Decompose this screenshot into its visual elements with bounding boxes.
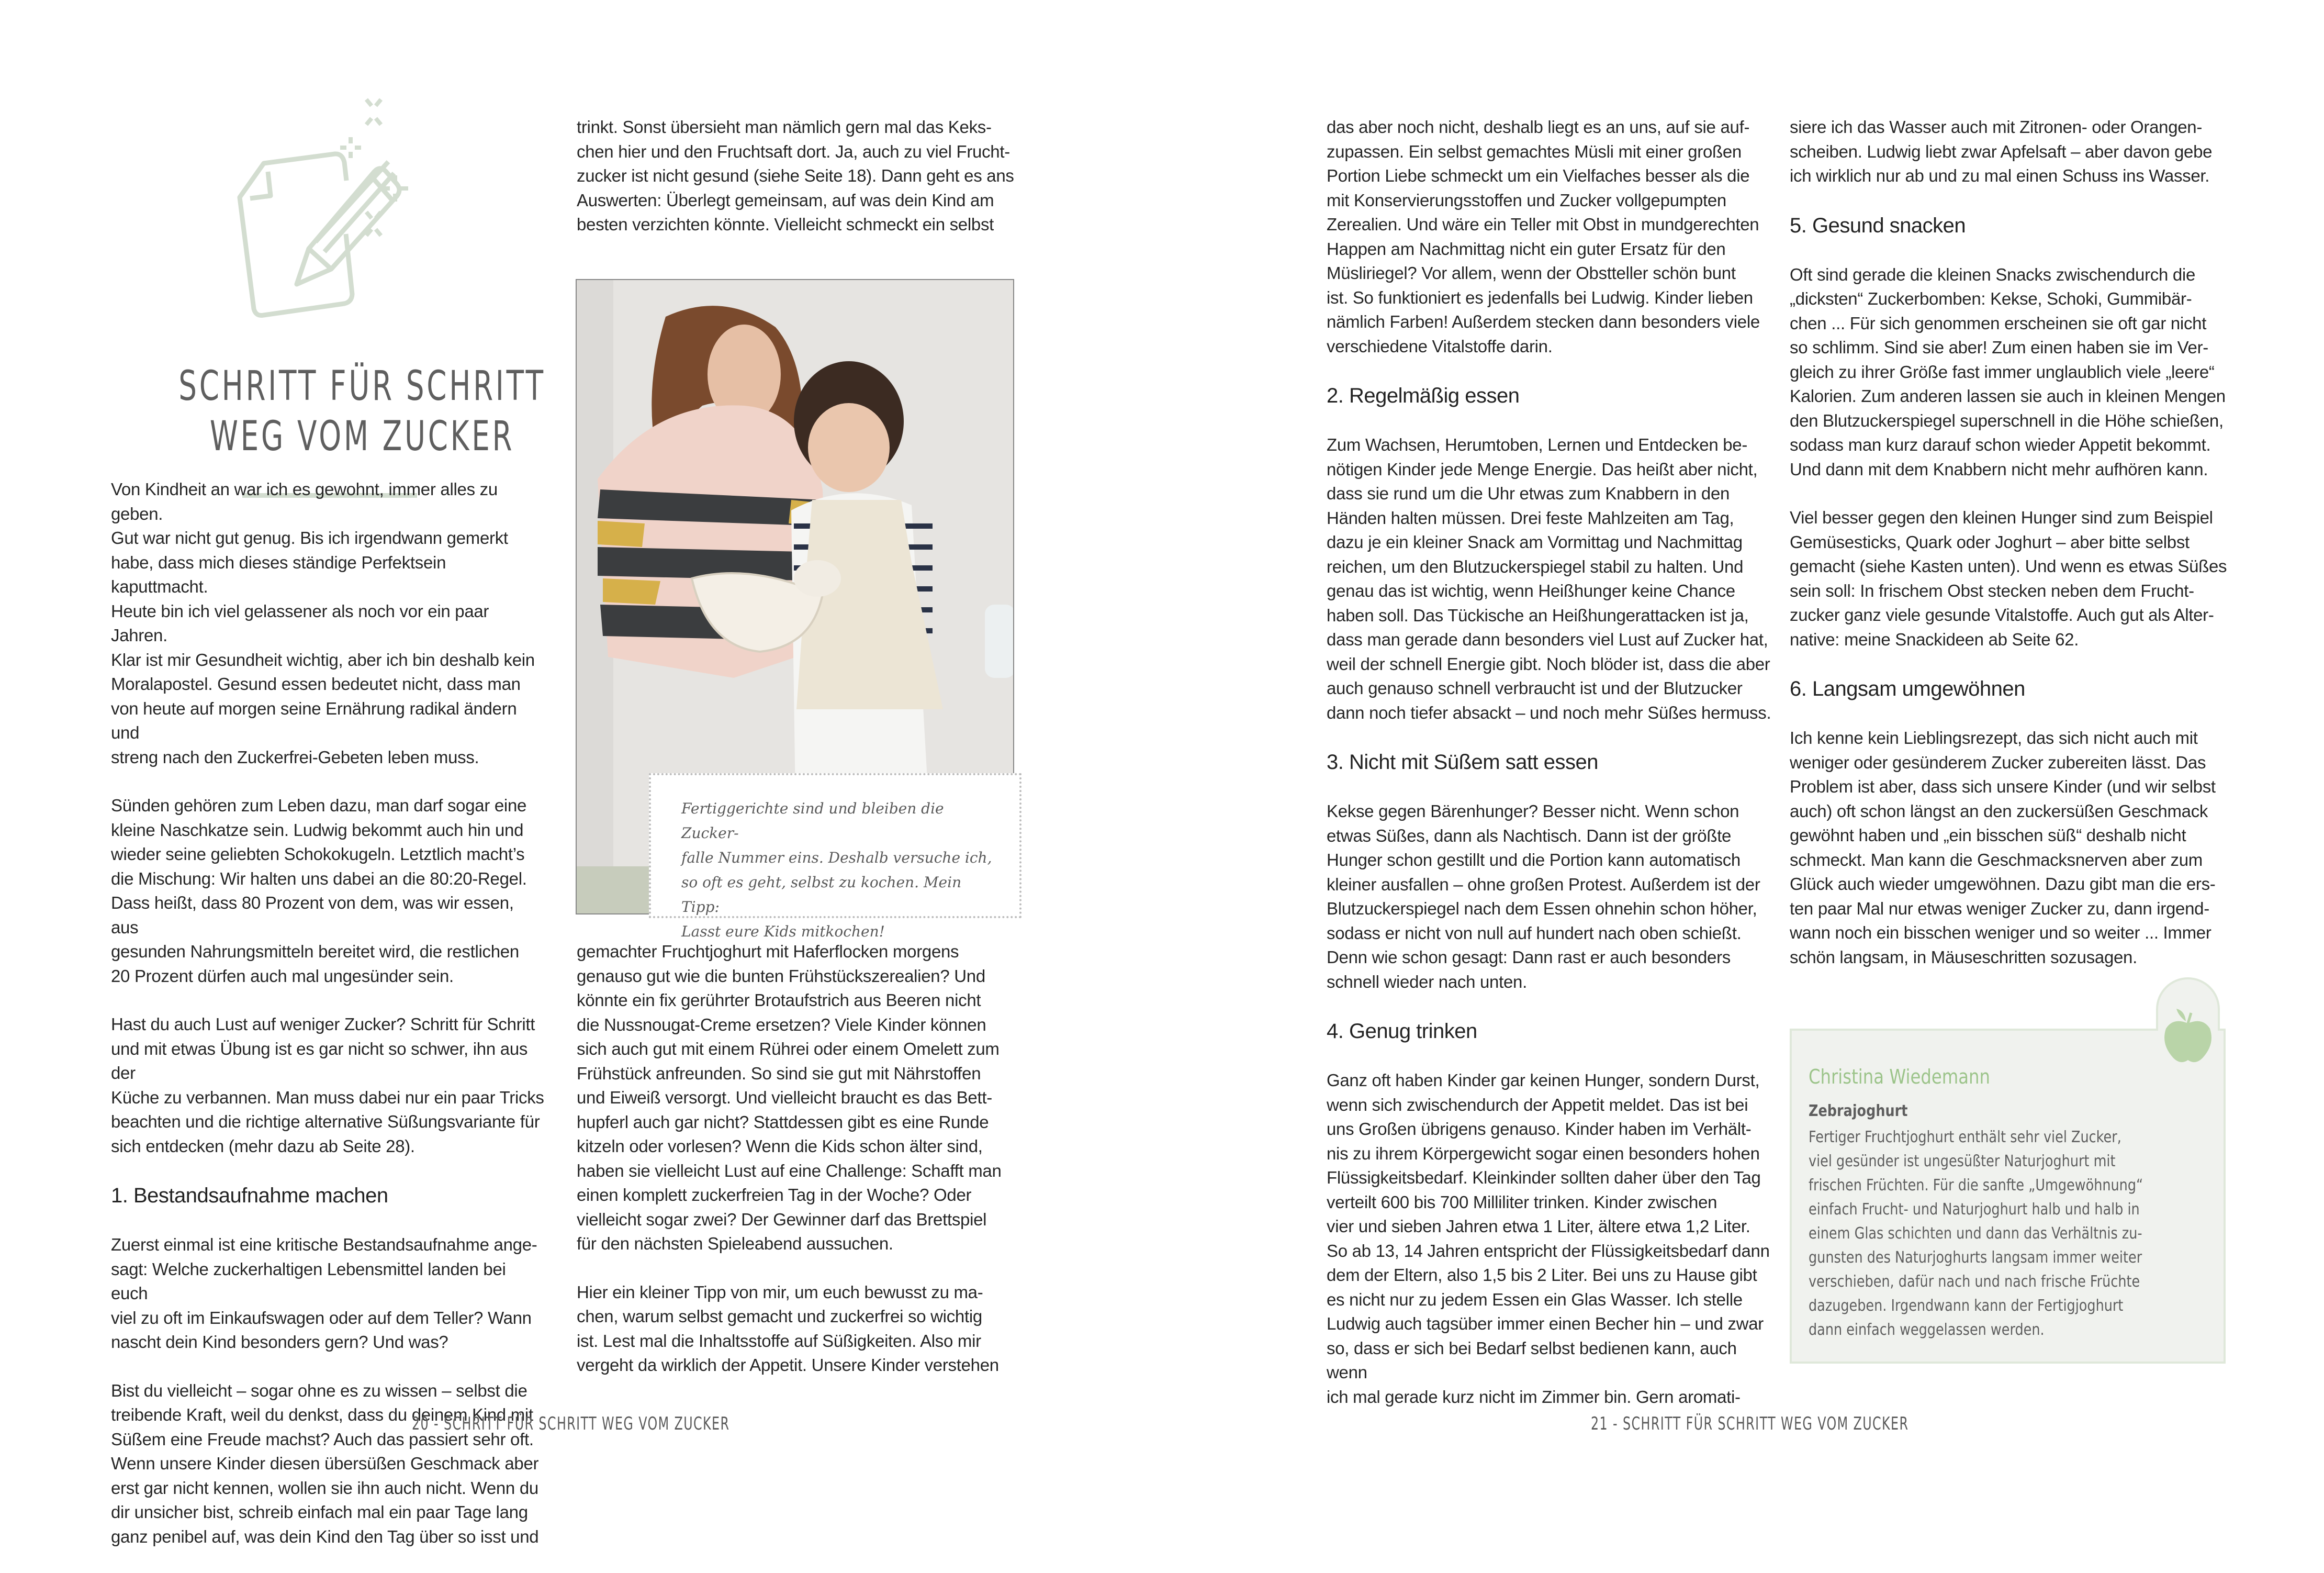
pull-quote: Fertiggerichte sind und bleiben die Zucker- falle Nummer eins. Deshalb versuche ich, so oft es geht, selbst zu kochen. Mein Tipp: Lasst eure Kids mitkochen! (649, 773, 1021, 918)
chapter-title-line1: SCHRITT FÜR SCHRITT (178, 363, 546, 410)
paragraph: Von Kindheit an war ich es gewohnt, immer alles zu geben. Gut war nicht gut genug. Bis ich irgendwann gemerkt habe, dass mich dieses ständige Perfektsein kaputtmacht. Heute bin ich viel gelassener als noch vor ein paar Jahren. Klar ist mir Gesundheit wichtig, aber ich bin deshalb kein Moralapostel. Gesund essen bedeutet nicht, dass man von heute auf morgen seine Ernährung radikal ändern und streng nach den Zuckerfrei-Gebeten leben muss. (111, 479, 535, 767)
paragraph: Kekse gegen Bärenhunger? Besser nicht. Wenn schon etwas Süßes, dann als Nachtisch. Dann ist der größte Hunger schon gestillt und die Portion kann automatisch kleiner ausfallen – ohne großen Protest. Außerdem ist der Blutzuckerspiegel nach dem Essen ohnehin schon höher, sodass er nicht von null auf hundert nach oben schießt. Denn wie schon gesagt: Dann rast er auch besonders schnell wieder nach unten. (1327, 801, 1760, 991)
section-heading: 4. Genug trinken (1327, 1020, 1477, 1043)
text-column-2-top (577, 115, 1021, 261)
paragraph: Oft sind gerade die kleinen Snacks zwischendurch die „dicksten“ Zuckerbomben: Kekse, Schoki, Gummibär- chen ... Für sich genommen erscheinen sie oft gar nicht so schlimm. Sind sie aber! Zum einen haben sie im Ver- gleich zu ihrer Größe fast immer unglaublich viele „leere“ Kalorien. Zum anderen lassen sie auch in kleinen Mengen den Blutzuckerspiegel superschnell in die Höhe schießen, sodass man kurz darauf schon wieder Appetit bekommt. Und dann mit dem Knabbern nicht mehr aufhören kann. (1790, 264, 2226, 479)
section-heading: 3. Nicht mit Süßem satt essen (1327, 751, 1599, 774)
page-footer-left: 20 - SCHRITT FÜR SCHRITT WEG VOM ZUCKER (412, 1413, 730, 1434)
paragraph: Bist du vielleicht – sogar ohne es zu wissen – selbst die treibende Kraft, weil du denkst, dass du deinem Kind mit Süßem eine Freude machst? Auch das passiert sehr oft. Wenn unsere Kinder diesen übersüßen Geschmack aber erst gar nicht kennen, wollen sie ihn auch nicht. Wenn du dir unsicher bist, schreib einfach mal ein paar Tage lang ganz penibel auf, was dein Kind den Tag über so isst und (111, 1380, 539, 1546)
paragraph: Hier ein kleiner Tipp von mir, um euch bewusst zu ma- chen, warum selbst gemacht und zuckerfrei so wichtig ist. Lest mal die Inhaltsstoffe auf Süßigkeiten. Also mir vergeht da wirklich der Appetit. Unsere Kinder verstehen (577, 1282, 999, 1375)
paragraph: gemachter Fruchtjoghurt mit Haferflocken morgens genauso gut wie die bunten Frühstückszerealien? Und könnte ein fix gerührter Brotaufstrich aus Beeren nicht die Nussnougat-Creme ersetzen? Viele Kinder können sich auch gut mit einem Rührei oder einem Omelett zum Frühstück anfreunden. So sind sie gut mit Nährstoffen und Eiweiß versorgt. Und vielleicht braucht es das Bett- hupferl auch gar nicht? Stattdessen gibt es eine Runde kitzeln oder vorlesen? Wenn die Kids schon älter sind, haben sie vielleicht Lust auf eine Challenge: Schafft man einen komplett zuckerfreien Tag in der Woche? Oder vielleicht sogar zwei? Der Gewinner darf das Brettspiel für den nächsten Spieleabend aussuchen. (577, 942, 1002, 1253)
paragraph: siere ich das Wasser auch mit Zitronen- oder Orangen- scheiben. Ludwig liebt zwar Apfelsaft – aber davon gebe ich wirklich nur ab und zu mal einen Schuss ins Wasser. (1790, 117, 2213, 185)
paragraph: das aber noch nicht, deshalb liegt es an uns, auf sie auf- zupassen. Ein selbst gemachtes Müsli mit einer großen Portion Liebe schmeckt um ein Vielfaches besser als die mit Konservierungsstoffen und Zucker vollgepumpten Zerealien. Und wäre ein Teller mit Obst in mundgerechten Happen am Nachmittag nicht ein guter Ersatz für den Müsliriegel? Vor allem, wenn der Obstteller schön bunt ist. So funktioniert es jedenfalls bei Ludwig. Kinder lieben nämlich Farben! Außerdem stecken dann besonders viele verschiedene Vitalstoffe darin. (1327, 117, 1760, 356)
chapter-title (166, 361, 558, 462)
paragraph: Ganz oft haben Kinder gar keinen Hunger, sondern Durst, wenn sich zwischendurch der Appetit meldet. Das ist bei uns Großen übrigens genauso. Kinder haben im Verhält- nis zu ihrem Körpergewicht sogar einen besonders hohen Flüssigkeitsbedarf. Kleinkinder sollten daher über den Tag verteilt 600 bis 700 Milliliter trinken. Kinder zwischen vier und sieben Jahren etwa 1 Liter, ältere etwa 1,2 Liter. So ab 13, 14 Jahren entspricht der Flüssigkeitsbedarf dann dem der Eltern, also 1,5 bis 2 Liter. Bei uns zu Hause gibt es nicht nur zu jedem Essen ein Glas Wasser. Ich stelle Ludwig auch tagsüber immer einen Becher hin – und zwar so, dass er sich bei Bedarf selbst bedienen kann, auch wenn ich mal gerade kurz nicht im Zimmer bin. Gern aromati- (1327, 1070, 1770, 1407)
tip-title: Zebrajoghurt (1809, 1102, 1908, 1120)
section-heading: 5. Gesund snacken (1790, 214, 1966, 237)
paragraph: trinkt. Sonst übersieht man nämlich gern mal das Keks- chen hier und den Fruchtsaft dort. Ja, auch zu viel Frucht- zucker ist nicht gesund (siehe Seite 18). Dann geht es ans Auswerten: Überlegt gemeinsam, auf was dein Kind am besten verzichten könnte. Vielleicht schmeckt ein selbst (577, 117, 1014, 234)
paragraph: Ich kenne kein Lieblingsrezept, das sich nicht auch mit weniger oder gesünderem Zucker zubereiten lässt. Das Problem ist aber, dass sich unsere Kinder (und wir selbst auch) oft schon längst an den zuckersüßen Geschmack gewöhnt haben und „ein bisschen süß“ deshalb nicht schmeckt. Man kann die Geschmacksnerven aber zum Glück auch wieder umgewöhnen. Dazu gibt man die ers- ten paar Mal nur etwas weniger Zucker zu, dann irgend- wann noch ein bisschen weniger und so weiter ... Immer schön langsam, in Mäuseschritten sozusagen. (1790, 728, 2216, 967)
section-heading: 2. Regelmäßig essen (1327, 384, 1520, 407)
text-column-2-bottom (577, 940, 1021, 1402)
chapter-title-line2: WEG VOM ZUCKER (209, 413, 515, 460)
page-footer-right: 21 - SCHRITT FÜR SCHRITT WEG VOM ZUCKER (1591, 1413, 1909, 1434)
tip-author: Christina Wiedemann (1809, 1065, 1990, 1088)
section-heading: 6. Langsam umgewöhnen (1790, 677, 2025, 700)
paragraph: Sünden gehören zum Leben dazu, man darf sogar eine kleine Naschkatze sein. Ludwig bekommt auch hin und wieder seine geliebten Schokokugeln. Letztlich macht’s die Mischung: Wir halten uns dabei an die 80:20-Regel. Dass heißt, dass 80 Prozent von dem, was wir essen, aus gesunden Nahrungsmitteln bereitet wird, die restlichen 20 Prozent dürfen auch mal ungesünder sein. (111, 796, 527, 986)
paragraph: Hast du auch Lust auf weniger Zucker? Schritt für Schritt und mit etwas Übung ist es gar nicht so schwer, ihn aus der Küche zu verbannen. Man muss dabei nur ein paar Tricks beachten und die richtige alternative Süßungsvariante für sich entdecken (mehr dazu ab Seite 28). (111, 1014, 544, 1156)
paragraph: Zuerst einmal ist eine kritische Bestandsaufnahme ange- sagt: Welche zuckerhaltigen Lebensmittel landen bei euch viel zu oft im Einkaufswagen oder auf dem Teller? Wann nascht dein Kind besonders gern? Und was? (111, 1235, 537, 1352)
paragraph: Zum Wachsen, Herumtoben, Lernen und Entdecken be- nötigen Kinder jede Menge Energie. Das heißt aber nicht, dass sie rund um die Uhr etwas zum Knabbern in den Händen halten müssen. Drei feste Mahlzeiten am Tag, dazu je ein kleiner Snack am Vormittag und Nachmittag reichen, um den Blutzuckerspiegel stabil zu halten. Und genau das ist wichtig, wenn Heißhunger keine Chance haben soll. Das Tückische an Heißhungerattacken ist ja, dass man gerade dann besonders viel Lust auf Zucker hat, weil der schnell Energie gibt. Noch blöder ist, dass die aber auch genauso schnell verbraucht ist und der Blutzucker dann noch tiefer absackt – und noch mehr Süßes hermuss. (1327, 435, 1771, 722)
tip-body: Fertiger Fruchtjoghurt enthält sehr viel Zucker, viel gesünder ist ungesüßter Naturjoghurt mit frischen Früchten. Für die sanfte „Umgewöhnung“ einfach Frucht- und Naturjoghurt halb und halb in einem Glas schichten und dann das Verhältnis zu- gunsten des Naturjoghurts langsam immer weiter verschieben, dafür nach und nach frische Früchte dazugeben. Irgendwann kann der Fertigjoghurt dann einfach weggelassen werden. (1809, 1128, 2143, 1339)
text-column-4 (1790, 115, 2235, 994)
apple-icon (2163, 1008, 2213, 1065)
paragraph: Viel besser gegen den kleinen Hunger sind zum Beispiel Gemüsesticks, Quark oder Joghurt – aber bitte selbst gemacht (siehe Kasten unten). Und wenn es etwas Süßes sein soll: In frischem Obst stecken neben dem Frucht- zucker ganz viele gesunde Vitalstoffe. Auch gut als Alter- native: meine Snackideen ab Seite 62. (1790, 508, 2227, 649)
note-pencil-icon (230, 79, 424, 330)
text-column-1 (111, 477, 545, 1573)
text-column-3 (1327, 115, 1777, 1433)
section-heading: 1. Bestandsaufnahme machen (111, 1184, 388, 1207)
